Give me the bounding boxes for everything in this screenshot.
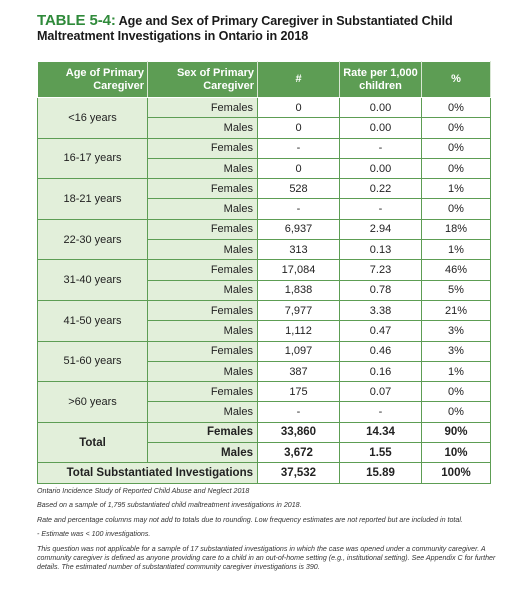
count-cell: - (258, 199, 340, 219)
grand-total-count: 37,532 (258, 463, 340, 483)
count-cell: 0 (258, 118, 340, 138)
total-pct-cell: 90% (422, 422, 491, 442)
count-cell: 17,084 (258, 260, 340, 280)
total-label-cell: Total (38, 422, 148, 463)
table-row (38, 219, 491, 239)
age-group-cell: 51-60 years (38, 341, 148, 382)
rate-cell: - (340, 199, 422, 219)
sex-cell: Males (148, 321, 258, 341)
header-count: # (258, 62, 340, 98)
total-sex-cell: Males (148, 443, 258, 463)
table-title (37, 13, 497, 44)
rate-cell: 0.16 (340, 361, 422, 381)
count-cell: 6,937 (258, 219, 340, 239)
pct-cell: 18% (422, 219, 491, 239)
sex-cell: Females (148, 98, 258, 118)
table-row (38, 260, 491, 280)
grand-total-label: Total Substantiated Investigations (38, 463, 258, 483)
rate-cell: 0.47 (340, 321, 422, 341)
count-cell: 0 (258, 158, 340, 178)
pct-cell: 0% (422, 199, 491, 219)
pct-cell: 1% (422, 179, 491, 199)
table-body (38, 98, 491, 484)
rate-cell: 0.07 (340, 382, 422, 402)
pct-cell: 46% (422, 260, 491, 280)
sex-cell: Females (148, 382, 258, 402)
rate-cell: 0.78 (340, 280, 422, 300)
count-cell: 0 (258, 98, 340, 118)
pct-cell: 1% (422, 361, 491, 381)
footnote-rounding: Rate and percentage columns may not add to totals due to rounding. Low frequency estimates are not reported but are included in total. (37, 515, 463, 524)
rate-cell: 0.00 (340, 158, 422, 178)
rate-cell: - (340, 138, 422, 158)
pct-cell: 0% (422, 118, 491, 138)
sex-cell: Males (148, 361, 258, 381)
age-group-cell: 22-30 years (38, 219, 148, 260)
count-cell: 1,097 (258, 341, 340, 361)
grand-total-row (38, 463, 491, 483)
grand-total-rate: 15.89 (340, 463, 422, 483)
count-cell: 387 (258, 361, 340, 381)
pct-cell: 0% (422, 98, 491, 118)
pct-cell: 1% (422, 240, 491, 260)
rate-cell: 7.23 (340, 260, 422, 280)
total-rate-cell: 14.34 (340, 422, 422, 442)
header-rate: Rate per 1,000 children (340, 62, 422, 98)
rate-cell: 0.46 (340, 341, 422, 361)
table-row (38, 179, 491, 199)
sex-cell: Females (148, 300, 258, 320)
sex-cell: Males (148, 240, 258, 260)
data-table (37, 61, 491, 484)
header-pct: % (422, 62, 491, 98)
sex-cell: Males (148, 402, 258, 422)
total-sex-cell: Females (148, 422, 258, 442)
sex-cell: Males (148, 280, 258, 300)
pct-cell: 5% (422, 280, 491, 300)
count-cell: 1,112 (258, 321, 340, 341)
total-row (38, 422, 491, 442)
rate-cell: 0.13 (340, 240, 422, 260)
sex-cell: Females (148, 341, 258, 361)
count-cell: 1,838 (258, 280, 340, 300)
rate-cell: 0.00 (340, 98, 422, 118)
count-cell: 528 (258, 179, 340, 199)
age-group-cell: >60 years (38, 382, 148, 423)
table-row (38, 138, 491, 158)
header-age: Age of Primary Caregiver (38, 62, 148, 98)
sex-cell: Females (148, 219, 258, 239)
footnote-applicability: This question was not applicable for a sample of 17 substantiated investigations in which the case was opened under a community caregiver. A community caregiver is defined as anyone providing care to a child in an out-of-home setting (e.g., institutional setting). See Appendix C for further details. The estimated number of substantiated community caregiver investigations is 390. (37, 544, 496, 572)
count-cell: 175 (258, 382, 340, 402)
footnotes (37, 487, 502, 578)
table-title-text: Age and Sex of Primary Caregiver in Substantiated Child Maltreatment Investigations in Ontario in 2018 (37, 14, 453, 43)
rate-cell: 0.00 (340, 118, 422, 138)
footnote-sample: Based on a sample of 1,795 substantiated child maltreatment investigations in 2018. (37, 501, 302, 510)
age-group-cell: 31-40 years (38, 260, 148, 301)
header-row (38, 62, 491, 98)
footnote-source: Ontario Incidence Study of Reported Child Abuse and Neglect 2018 (37, 487, 250, 495)
pct-cell: 3% (422, 321, 491, 341)
rate-cell: 0.22 (340, 179, 422, 199)
age-group-cell: 41-50 years (38, 300, 148, 341)
count-cell: - (258, 402, 340, 422)
pct-cell: 3% (422, 341, 491, 361)
pct-cell: 0% (422, 158, 491, 178)
pct-cell: 21% (422, 300, 491, 320)
footnote-estimate: - Estimate was < 100 investigations. (37, 530, 151, 539)
age-group-cell: 18-21 years (38, 179, 148, 220)
age-group-cell: <16 years (38, 98, 148, 139)
pct-cell: 0% (422, 402, 491, 422)
sex-cell: Females (148, 138, 258, 158)
table-row (38, 98, 491, 118)
sex-cell: Males (148, 158, 258, 178)
pct-cell: 0% (422, 382, 491, 402)
table-row (38, 382, 491, 402)
age-group-cell: 16-17 years (38, 138, 148, 179)
grand-total-pct: 100% (422, 463, 491, 483)
rate-cell: - (340, 402, 422, 422)
sex-cell: Males (148, 199, 258, 219)
header-sex: Sex of Primary Caregiver (148, 62, 258, 98)
table-row (38, 341, 491, 361)
count-cell: - (258, 138, 340, 158)
count-cell: 7,977 (258, 300, 340, 320)
total-pct-cell: 10% (422, 443, 491, 463)
pct-cell: 0% (422, 138, 491, 158)
sex-cell: Females (148, 260, 258, 280)
rate-cell: 2.94 (340, 219, 422, 239)
sex-cell: Males (148, 118, 258, 138)
total-count-cell: 3,672 (258, 443, 340, 463)
rate-cell: 3.38 (340, 300, 422, 320)
table-number: TABLE 5-4: (37, 12, 116, 29)
table-row (38, 300, 491, 320)
count-cell: 313 (258, 240, 340, 260)
total-count-cell: 33,860 (258, 422, 340, 442)
total-rate-cell: 1.55 (340, 443, 422, 463)
sex-cell: Females (148, 179, 258, 199)
